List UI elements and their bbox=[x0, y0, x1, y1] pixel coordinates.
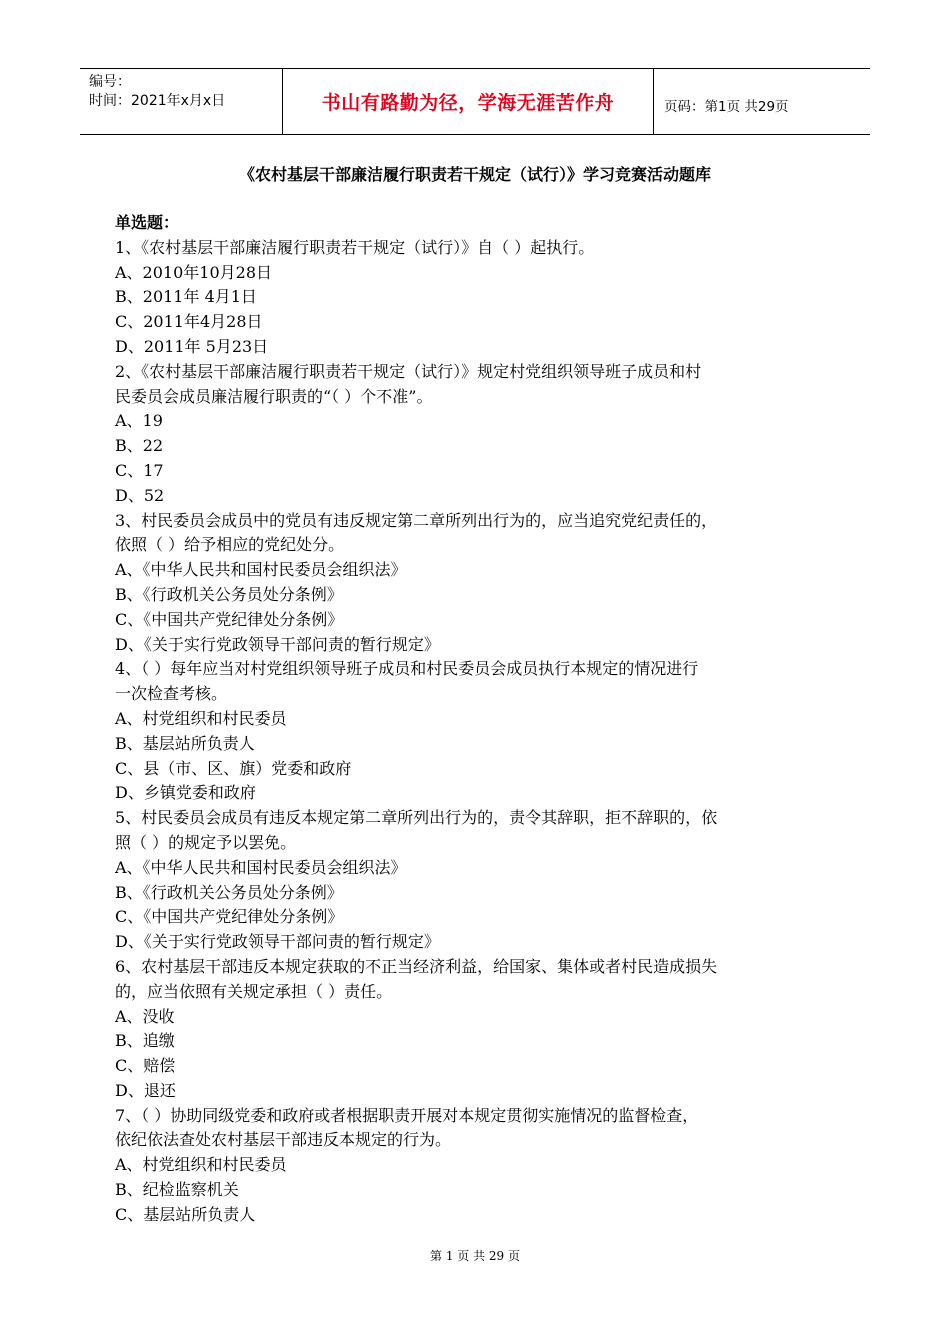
text-line: C、17 bbox=[115, 460, 164, 480]
header-info-cell bbox=[80, 69, 282, 134]
number-label: 编号： bbox=[89, 74, 131, 90]
page-label: 页码：第1页 共29页 bbox=[664, 99, 789, 115]
question-list bbox=[115, 211, 835, 1228]
text-line: D、《关于实行党政领导干部问责的暂行规定》 bbox=[115, 932, 440, 952]
text-line: A、村党组织和村民委员 bbox=[115, 1155, 287, 1175]
text-line: A、2010年10月28日 bbox=[115, 262, 272, 282]
text-line: 7、（ ）协助同级党委和政府或者根据职责开展对本规定贯彻实施情况的监督检查， bbox=[115, 1105, 699, 1125]
text-line: 照（ ）的规定予以罢免。 bbox=[115, 832, 297, 852]
text-line: B、2011年 4月1日 bbox=[115, 287, 257, 307]
text-line: D、退还 bbox=[115, 1080, 176, 1100]
text-line: C、县（市、区、旗）党委和政府 bbox=[115, 758, 352, 778]
text-line: C、2011年4月28日 bbox=[115, 312, 263, 332]
text-line: D、52 bbox=[115, 485, 165, 505]
text-line: B、22 bbox=[115, 436, 164, 456]
text-line: B、基层站所负责人 bbox=[115, 733, 255, 753]
text-line: C、赔偿 bbox=[115, 1056, 176, 1076]
text-line: 5、村民委员会成员有违反本规定第二章所列出行为的，责令其辞职，拒不辞职的，依 bbox=[115, 808, 718, 828]
text-line: 1、《农村基层干部廉洁履行职责若干规定（试行）》自（ ）起执行。 bbox=[115, 237, 595, 257]
time-label: 时间：2021年x月x日 bbox=[89, 93, 226, 109]
text-line: 一次检查考核。 bbox=[115, 684, 228, 704]
text-line: C、基层站所负责人 bbox=[115, 1204, 256, 1224]
section-label: 单选题： bbox=[115, 213, 180, 232]
text-line: A、19 bbox=[115, 411, 163, 431]
text-line: B、纪检监察机关 bbox=[115, 1180, 239, 1200]
text-line: B、《行政机关公务员处分条例》 bbox=[115, 882, 343, 902]
text-line: D、《关于实行党政领导干部问责的暂行规定》 bbox=[115, 634, 440, 654]
text-line: 依照（ ）给予相应的党纪处分。 bbox=[115, 535, 345, 555]
document-header bbox=[80, 68, 870, 135]
text-line: A、《中华人民共和国村民委员会组织法》 bbox=[115, 857, 407, 877]
header-page-cell bbox=[654, 69, 870, 134]
document-title: 《农村基层干部廉洁履行职责若干规定（试行）》学习竞赛活动题库 bbox=[238, 165, 711, 184]
text-line: C、《中国共产党纪律处分条例》 bbox=[115, 609, 344, 629]
header-motto-cell bbox=[282, 69, 654, 134]
text-line: A、村党组织和村民委员 bbox=[115, 708, 287, 728]
motto-text: 书山有路勤为径，学海无涯苦作舟 bbox=[321, 92, 615, 114]
text-line: 3、村民委员会成员中的党员有违反规定第二章所列出行为的，应当追究党纪责任的， bbox=[115, 510, 718, 530]
text-line: B、《行政机关公务员处分条例》 bbox=[115, 584, 343, 604]
question-lines bbox=[115, 236, 835, 1228]
text-line: 民委员会成员廉洁履行职责的“（ ）个不准”。 bbox=[115, 386, 433, 406]
text-line: A、没收 bbox=[115, 1006, 175, 1026]
text-line: C、《中国共产党纪律处分条例》 bbox=[115, 907, 344, 927]
text-line: D、乡镇党委和政府 bbox=[115, 783, 256, 803]
text-line: A、《中华人民共和国村民委员会组织法》 bbox=[115, 560, 407, 580]
text-line: 的，应当依照有关规定承担（ ）责任。 bbox=[115, 981, 393, 1001]
text-line: B、追缴 bbox=[115, 1031, 175, 1051]
text-line: 4、（ ）每年应当对村党组织领导班子成员和村民委员会成员执行本规定的情况进行 bbox=[115, 659, 699, 679]
text-line: 6、农村基层干部违反本规定获取的不正当经济利益，给国家、集体或者村民造成损失 bbox=[115, 956, 718, 976]
page-footer: 第 1 页 共 29 页 bbox=[430, 1249, 520, 1263]
text-line: D、2011年 5月23日 bbox=[115, 336, 269, 356]
text-line: 依纪依法查处农村基层干部违反本规定的行为。 bbox=[115, 1130, 452, 1150]
text-line: 2、《农村基层干部廉洁履行职责若干规定（试行）》规定村党组织领导班子成员和村 bbox=[115, 361, 702, 381]
